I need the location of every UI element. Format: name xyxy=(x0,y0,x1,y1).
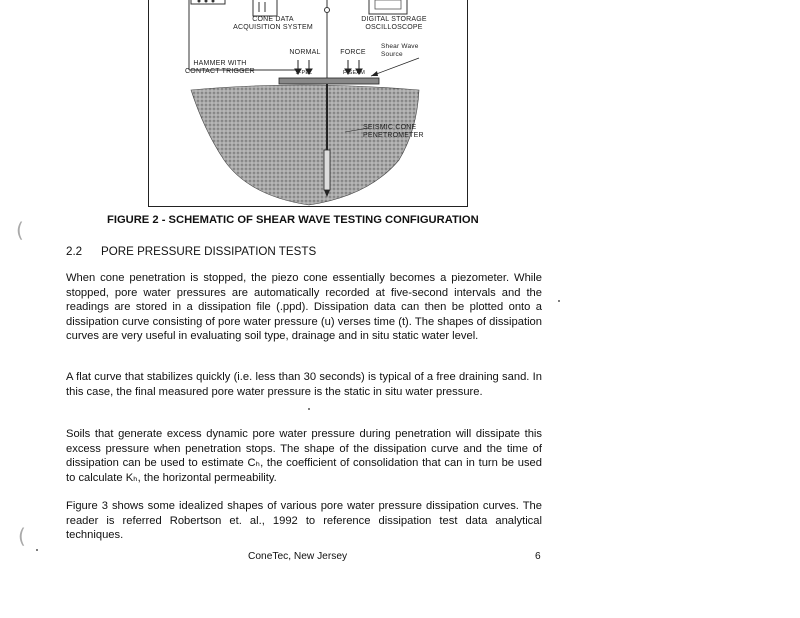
label-shear-wave-source: Shear Wave Source xyxy=(381,43,419,58)
punch-hole-mark-top: ( xyxy=(16,218,24,242)
footer-company: ConeTec, New Jersey xyxy=(248,551,348,562)
label-cone-daq: CONE DATA ACQUISITION SYSTEM xyxy=(233,16,313,31)
soil-mass xyxy=(191,85,419,205)
paragraph-1: When cone penetration is stopped, the piezo cone essentially becomes a piezometer. While stopped, pore water pressures are automatically recorded at five-second intervals and the readings are stored in a dissipation file (.ppd). Dissipation data can then be plotted onto a dissipation curve consisting of pore water pressure (u) verses time (t). The shapes of dissipation curves are very useful in evaluating soil type, drainage and in situ static water level. xyxy=(66,272,542,343)
label-force: FORCE xyxy=(340,49,366,56)
footer-page-number: 6 xyxy=(535,551,541,562)
shear-beam xyxy=(279,78,379,84)
label-seismic-cone: SEISMIC CONE PENETROMETER xyxy=(363,124,424,139)
paragraph-4: Figure 3 shows some idealized shapes of various pore water pressure dissipation curves. The reader is referred Robertson et. al., 1992 to reference dissipation test data analytical techniques. xyxy=(66,500,542,542)
seismic-cone xyxy=(324,150,330,190)
label-hammer: HAMMER WITH CONTACT TRIGGER xyxy=(185,60,255,75)
label-f-beam: F-SEAM xyxy=(343,70,365,76)
label-oscilloscope: DIGITAL STORAGE OSCILLOSCOPE xyxy=(361,16,427,31)
scan-speck xyxy=(36,549,38,551)
scan-speck xyxy=(558,300,560,302)
scan-speck xyxy=(308,408,310,410)
section-title: PORE PRESSURE DISSIPATION TESTS xyxy=(101,245,317,258)
section-number: 2.2 xyxy=(66,245,83,258)
paragraph-2: A flat curve that stabilizes quickly (i.e. less than 30 seconds) is typical of a free draining sand. In this case, the final measured pore water pressure is the static in situ water pressure. xyxy=(66,371,542,398)
paragraph-3: Soils that generate excess dynamic pore water pressure during penetration will dissipate this excess pressure when penetration stops. The shape of the dissipation curve and the time of dissipation can be used to estimate Cₕ, the coefficient of consolidation that can in turn be used to calculate Kₕ, the horizontal permeability. xyxy=(66,428,542,484)
punch-hole-mark-bottom: ( xyxy=(18,524,26,548)
figure-caption: FIGURE 2 - SCHEMATIC OF SHEAR WAVE TESTING CONFIGURATION xyxy=(107,214,479,226)
section-heading xyxy=(66,245,316,258)
equipment-box-left xyxy=(191,0,225,4)
label-s-pel: S-PEL xyxy=(295,70,313,76)
schematic-figure xyxy=(148,0,468,207)
label-normal: NORMAL xyxy=(289,49,321,56)
